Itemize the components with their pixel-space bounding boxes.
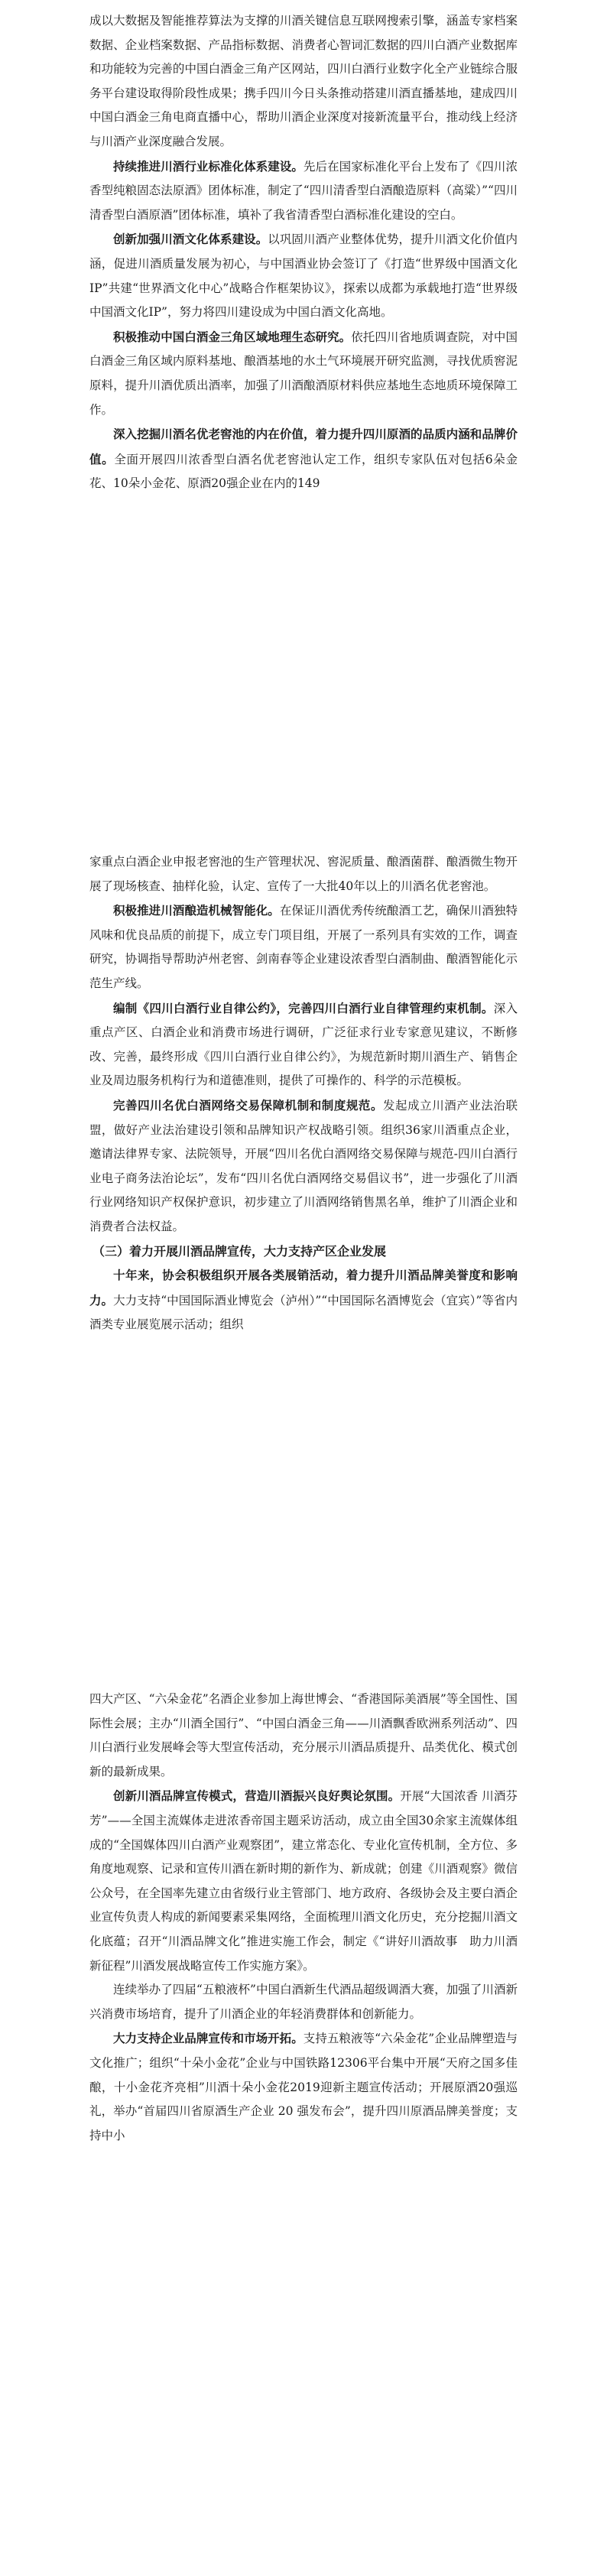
page-section-3 [89, 1688, 518, 2148]
paragraph-exhibitions-cont: 四大产区、“六朵金花”名酒企业参加上海世博会、“香港国际美酒展”等全国性、国际性会展；主办“川酒全国行”、“中国白酒金三角——川酒飘香欧洲系列活动”、四川白酒行业发展峰会等大型宣传活动，充分展示川酒品质提升、品类优化、模式创新的最新成果。 [89, 1692, 518, 1779]
paragraph-exhibitions: 十年来，协会积极组织开展各类展销活动，着力提升川酒品牌美誉度和影响力。大力支持“中国国际酒业博览会（泸州）”“中国国际名酒博览会（宜宾）”等省内酒类专业展览展示活动；组织 [89, 1268, 518, 1332]
section-heading-brand-promotion: （三）着力开展川酒品牌宣传，大力支持产区企业发展 [93, 1243, 387, 1259]
paragraph-lead: 十年来，协会积极组织开展各类展销活动，着力提升川酒品牌美誉度和影响力。 [89, 1268, 518, 1307]
paragraph-old-cellar-cont: 家重点白酒企业申报老窖池的生产管理状况、窖泥质量、酿酒菌群、酿酒微生物开展了现场核查、抽样化验，认定、宣传了一大批40年以上的川酒名优老窖池。 [89, 855, 518, 893]
paragraph-lead: 积极推动中国白酒金三角区域地理生态研究。 [113, 329, 352, 344]
page-section-1 [89, 9, 518, 496]
paragraph-lead: 大力支持企业品牌宣传和市场开拓。 [113, 2031, 304, 2046]
paragraph-geology-research: 积极推动中国白酒金三角区域地理生态研究。依托四川省地质调查院，对中国白酒金三角区域内原料基地、酿酒基地的水土气环境展开研究监测，寻找优质窖泥原料，提升川酒优质出酒率，加强了川酒酿酒原材料供应基地生态地质环境保障工作。 [89, 329, 518, 417]
paragraph-lead: 创新川酒品牌宣传模式，营造川酒振兴良好舆论氛围。 [113, 1788, 401, 1804]
paragraph-mechanization: 积极推进川酒酿造机械智能化。在保证川酒优秀传统酿酒工艺，确保川酒独特风味和优良品质的前提下，成立专门项目组，开展了一系列具有实效的工作，调查研究，协调指导帮助泸州老窖、剑南春等企业建设浓香型白酒制曲、酿酒智能化示范生产线。 [89, 903, 518, 990]
paragraph-data-platform: 成以大数据及智能推荐算法为支撑的川酒关键信息互联网搜索引擎，涵盖专家档案数据、企业档案数据、产品指标数据、消费者心智词汇数据的四川白酒产业数据库和功能较为完善的中国白酒金三角产区网站，四川白酒行业数字化全产业链综合服务平台建设取得阶段性成果；携手四川今日头条推动搭建川酒直播基地，建成四川中国白酒金三角电商直播中心，帮助川酒企业深度对接新流量平台，推动线上经济与川酒产业深度融合发展。 [89, 14, 518, 148]
paragraph-promotion-model: 创新川酒品牌宣传模式，营造川酒振兴良好舆论氛围。开展“大国浓香 川酒芬芳”——全国主流媒体走进浓香帝国主题采访活动，成立由全国30余家主流媒体组成的“全国媒体四川白酒产业观察团”，建立常态化、专业化宣传机制，全方位、多角度地观察、记录和宣传川酒在新时期的新作为、新成就；创建《川酒观察》微信公众号，在全国率先建立由省级行业主管部门、地方政府、各级协会及主要白酒企业宣传负责人构成的新闻要素采集网络，全面梳理川酒文化历史，充分挖掘川酒文化底蕴；召开“川酒品牌文化”推进实施工作会，制定《“讲好川酒故事 助力川酒新征程”川酒发展战略宣传工作实施方案》。 [89, 1788, 518, 1973]
paragraph-lead: 持续推进川酒行业标准化体系建设。 [113, 158, 304, 174]
paragraph-lead: 深入挖掘川酒名优老窖池的内在价值，着力提升四川原酒的品质内涵和品牌价值。 [89, 427, 518, 466]
paragraph-standardization: 持续推进川酒行业标准化体系建设。先后在国家标准化平台上发布了《四川浓香型纯粮固态法原酒》团体标准，制定了“四川清香型白酒酿造原料（高粱）”“四川清香型白酒原酒”团体标准，填补了我省清香型白酒标准化建设的空白。 [89, 158, 518, 222]
paragraph-self-discipline: 编制《四川白酒行业自律公约》，完善四川白酒行业自律管理约束机制。深入重点产区、白酒企业和消费市场进行调研，广泛征求行业专家意见建议，不断修改、完善，最终形成《四川白酒行业自律公约》，为规范新时期川酒生产、销售企业及周边服务机构行为和道德准则，提供了可操作的、科学的示范模板。 [89, 1000, 518, 1088]
paragraph-lead: 编制《四川白酒行业自律公约》，完善四川白酒行业自律管理约束机制。 [113, 1000, 494, 1015]
paragraph-culture-system: 创新加强川酒文化体系建设。以巩固川酒产业整体优势，提升川酒文化价值内涵，促进川酒质量发展为初心，与中国酒业协会签订了《打造“世界级中国酒文化IP”共建“世界酒文化中心”战略合作框架协议》，探索以成都为承载地打造“世界级中国酒文化IP”，努力将四川建设成为中国白酒文化高地。 [89, 232, 518, 320]
paragraph-lead: 积极推进川酒酿造机械智能化。 [113, 903, 280, 918]
paragraph-lead: 创新加强川酒文化体系建设。 [113, 232, 268, 247]
paragraph-online-trading: 完善四川名优白酒网络交易保障机制和制度规范。发起成立川酒产业法治联盟，做好产业法治建设引领和品牌知识产权战略引领。组织36家川酒重点企业，邀请法律界专家、法院领导，开展“四川名优白酒网络交易保障与规范-四川白酒行业电子商务法治论坛”，发布“四川名优白酒网络交易倡议书”，进一步强化了川酒行业网络知识产权保护意识，初步建立了川酒网络销售黑名单，维护了川酒企业和消费者合法权益。 [89, 1097, 518, 1233]
paragraph-lead: 完善四川名优白酒网络交易保障机制和制度规范。 [113, 1097, 384, 1113]
page-section-2 [89, 850, 518, 1337]
paragraph-bartending-contest: 连续举办了四届“五粮液杯”中国白酒新生代酒品超级调酒大赛，加强了川酒新兴消费市场培育，提升了川酒企业的年轻消费群体和创新能力。 [89, 1983, 518, 2021]
paragraph-old-cellar: 深入挖掘川酒名优老窖池的内在价值，着力提升四川原酒的品质内涵和品牌价值。全面开展四川浓香型白酒名优老窖池认定工作，组织专家队伍对包括6朵金花、10朵小金花、原酒20强企业在内的149 [89, 427, 518, 491]
paragraph-enterprise-support: 大力支持企业品牌宣传和市场开拓。支持五粮液等“六朵金花”企业品牌塑造与文化推广；组织“十朵小金花”企业与中国铁路12306平台集中开展“天府之国多佳酿，十小金花齐亮相”川酒十朵小金花2019迎新主题宣传活动；开展原酒20强巡礼，举办“首届四川省原酒生产企业 20 强发布会”，提升四川原酒品牌美誉度；支持中小 [89, 2031, 518, 2142]
